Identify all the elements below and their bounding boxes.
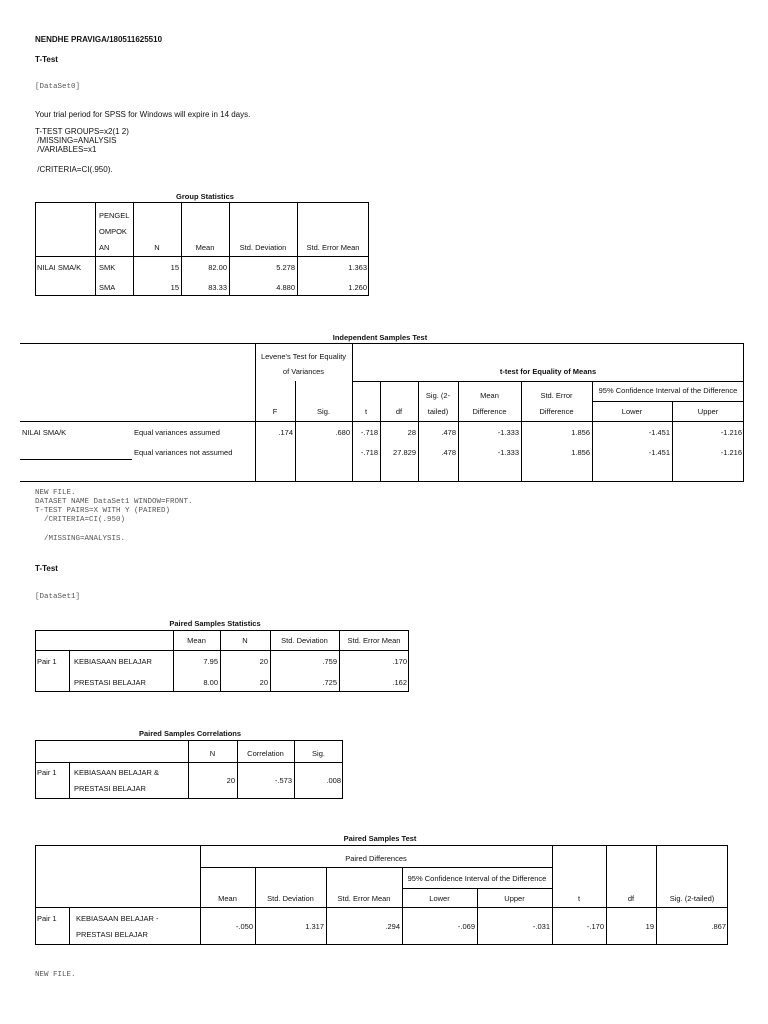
dataset-label: [DataSet1] [35,593,81,601]
pair-label: Pair 1 [37,914,57,923]
col-header: df [627,894,635,903]
levene-header: of Variances [282,367,325,376]
cell: 1.260 [348,283,367,292]
cell: .680 [335,428,350,437]
syntax-line: /CRITERIA=CI(.950). [35,165,113,174]
syntax-line: /MISSING=ANALYSIS. [35,535,126,543]
paired-test-caption: Paired Samples Test [343,834,417,843]
row-label: PRESTASI BELAJAR [76,930,148,939]
cell: -1.451 [648,428,670,437]
ttest-header: t-test for Equality of Means [499,367,597,376]
independent-test-caption: Independent Samples Test [332,333,428,342]
cell: 20 [226,776,235,785]
cell: .174 [278,428,293,437]
cell: -.069 [457,922,475,931]
cell: -1.333 [497,428,519,437]
cell: .725 [322,678,337,687]
cell: .162 [392,678,407,687]
col-header: AN [99,243,110,252]
cell: -.573 [274,776,292,785]
cell: .759 [322,657,337,666]
col-header: Lower [429,894,450,903]
cell: 15 [170,263,179,272]
col-header: N [242,636,248,645]
cell: -1.216 [720,448,742,457]
row-label: NILAI SMA/K [22,428,67,437]
levene-header: Levene's Test for Equality [260,352,347,361]
col-header: N [154,243,160,252]
ttest-title: T-Test [35,564,58,573]
col-header: Mean [480,391,499,400]
cell: -1.333 [497,448,519,457]
col-header: Mean [195,243,215,252]
cell: .478 [441,428,456,437]
cell: -.031 [532,922,550,931]
cell: -.170 [586,922,604,931]
col-header: Lower [621,407,643,416]
cell: -.050 [235,922,253,931]
col-header: t [577,894,581,903]
row-label: PRESTASI BELAJAR [74,784,146,793]
syntax-line: /CRITERIA=CI(.950) [35,516,126,524]
col-header: N [209,749,216,758]
col-header: tailed) [427,407,449,416]
cell: 28 [407,428,416,437]
syntax-line: NEW FILE. [35,489,76,497]
row-label: KEBIASAAN BELAJAR & [74,768,160,777]
syntax-line: NEW FILE. [35,971,76,979]
cell: 1.856 [571,428,590,437]
col-header: Upper [697,407,719,416]
col-header: Std. Error Mean [347,636,401,645]
col-header: Difference [472,407,507,416]
cell: 20 [259,678,268,687]
row-label: PRESTASI BELAJAR [74,678,146,687]
group-stats-caption: Group Statistics [176,192,234,201]
syntax-line: /VARIABLES=x1 [35,145,97,154]
paired-stats-caption: Paired Samples Statistics [169,619,261,628]
dataset-label: [DataSet0] [35,83,81,91]
ttest-title: T-Test [35,55,58,64]
cell: -1.216 [720,428,742,437]
syntax-line: T-TEST GROUPS=x2(1 2) [35,127,129,136]
col-header: Mean [218,894,237,903]
col-header: Std. Error Mean [306,243,360,252]
col-header: Std. Error [540,391,573,400]
syntax-line: DATASET NAME DataSet1 WINDOW=FRONT. [35,498,193,506]
cell: SMA [99,283,116,292]
cell: 4.880 [276,283,295,292]
pair-label: Pair 1 [37,657,57,666]
paired-corr-caption: Paired Samples Correlations [138,729,242,738]
cell: 19 [645,922,654,931]
cell: 1.363 [348,263,367,272]
cell: 5.278 [276,263,295,272]
cell: 83.33 [208,283,227,292]
cell: .478 [441,448,456,457]
col-header: Std. Deviation [239,243,287,252]
row-label: KEBIASAAN BELAJAR [74,657,152,666]
cell: 27.829 [393,448,416,457]
cell: 20 [259,657,268,666]
col-header: t [364,407,368,416]
cell: 82.00 [208,263,227,272]
syntax-line: T-TEST PAIRS=X WITH Y (PAIRED) [35,507,171,515]
cell: -.718 [360,448,378,457]
cell: 1.856 [571,448,590,457]
pair-label: Pair 1 [37,768,57,777]
cell: SMK [99,263,116,272]
col-header: PENGEL [99,211,130,220]
col-header: Mean [187,636,206,645]
col-header: Upper [504,894,525,903]
col-header: Std. Deviation [267,894,314,903]
cell: .008 [326,776,341,785]
row-label: KEBIASAAN BELAJAR - [76,914,159,923]
col-header: Std. Error Mean [337,894,391,903]
author-line: NENDHE PRAVIGA/180511625510 [35,35,163,44]
group-header: Paired Differences [345,854,407,863]
col-header: Std. Deviation [281,636,328,645]
cell: .294 [385,922,400,931]
col-header: df [395,407,403,416]
cell: 1.317 [305,922,324,931]
cell: -.718 [360,428,378,437]
row-label: NILAI SMA/K [37,263,82,272]
cell: 7.95 [203,657,218,666]
col-header: Sig. [317,407,330,416]
cell: -1.451 [648,448,670,457]
trial-notice: Your trial period for SPSS for Windows will expire in 14 days. [35,110,251,119]
ci-header: 95% Confidence Interval of the Difference [407,874,547,883]
row-label: Equal variances assumed [134,428,220,437]
cell: 15 [170,283,179,292]
col-header: OMPOK [99,227,127,236]
col-header: Sig. (2- [425,391,451,400]
syntax-line: /MISSING=ANALYSIS [35,136,117,145]
col-header: Sig. [312,749,325,758]
cell: .170 [392,657,407,666]
row-label: Equal variances not assumed [134,448,233,457]
col-header: Difference [539,407,574,416]
cell: 8.00 [203,678,218,687]
col-header: Correlation [247,749,284,758]
ci-header: 95% Confidence Interval of the Difference [598,386,738,395]
col-header: Sig. (2-tailed) [669,894,715,903]
cell: .867 [711,922,726,931]
col-header: F [272,407,278,416]
